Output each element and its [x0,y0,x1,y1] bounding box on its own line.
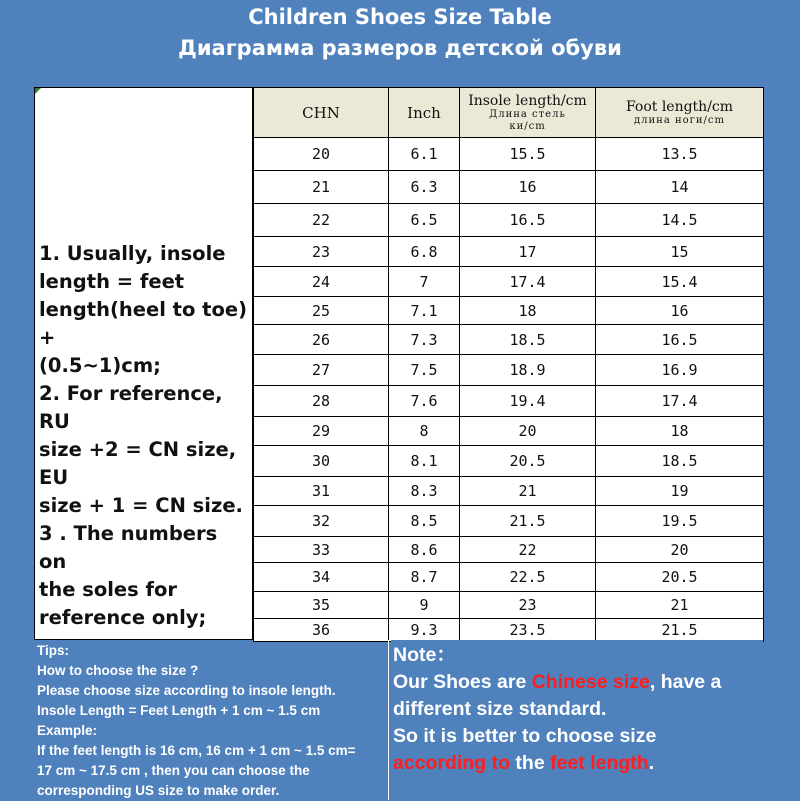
header-insole [460,88,596,138]
table-row [254,506,764,537]
table-row [254,563,764,592]
corner-mark [35,88,41,94]
cell-inch: 6.8 [389,237,460,267]
cell-inch: 6.5 [389,204,460,237]
cell-chn: 30 [254,446,389,477]
cell-foot: 13.5 [596,138,764,171]
cell-foot: 14 [596,171,764,204]
cell-foot: 19.5 [596,506,764,537]
size-table [253,87,764,642]
cell-inch: 8.5 [389,506,460,537]
cell-chn: 20 [254,138,389,171]
cell-foot: 14.5 [596,204,764,237]
cell-inch: 9 [389,592,460,619]
cell-insole: 19.4 [460,386,596,417]
note-text: , have a [649,671,722,693]
note-line-2: different size standard. [393,698,607,720]
cell-insole: 17.4 [460,267,596,297]
cell-inch: 7.3 [389,325,460,355]
table-row [254,237,764,267]
title-russian: Диаграмма размеров детской обуви [178,36,622,60]
cell-insole: 21.5 [460,506,596,537]
cell-chn: 24 [254,267,389,297]
note-text: Our Shoes are [393,671,532,693]
header-foot-en: Foot length/cm [625,98,734,115]
notes-text: 1. Usually, insole length = feet length(heel to toe) + (0.5~1)cm; 2. For reference, RU size +2 = CN size, EU size + 1 = CN size. 3 . The numbers on the soles for reference only; [39,242,248,629]
tips-line: corresponding US size to make order. [37,783,280,798]
table-row [254,477,764,506]
cell-insole: 22 [460,537,596,563]
cell-insole: 17 [460,237,596,267]
note-text: the [510,752,551,774]
header-foot [596,88,764,138]
cell-foot: 18 [596,417,764,446]
cell-chn: 33 [254,537,389,563]
cell-insole: 16 [460,171,596,204]
cell-chn: 29 [254,417,389,446]
cell-foot: 16.5 [596,325,764,355]
tips-panel [34,640,389,800]
cell-insole: 21 [460,477,596,506]
title-english: Children Shoes Size Table [248,5,552,29]
cell-foot: 17.4 [596,386,764,417]
note-highlight: Chinese size [531,671,650,693]
cell-insole: 23 [460,592,596,619]
cell-insole: 18.9 [460,355,596,386]
cell-chn: 35 [254,592,389,619]
cell-foot: 20 [596,537,764,563]
tips-line: Tips: [37,643,70,658]
cell-foot: 21 [596,592,764,619]
cell-inch: 6.1 [389,138,460,171]
cell-foot: 15 [596,237,764,267]
table-row [254,138,764,171]
header-insole-ru-2: ки/cm [509,120,546,132]
cell-chn: 34 [254,563,389,592]
tips-line: If the feet length is 16 cm, 16 cm + 1 cm ~ 1.5 cm= [37,743,356,758]
note-text: . [648,752,655,774]
note-panel [391,640,763,800]
cell-foot: 16.9 [596,355,764,386]
cell-inch: 6.3 [389,171,460,204]
header-foot-ru: длина ноги/cm [633,114,726,126]
cell-foot: 20.5 [596,563,764,592]
cell-chn: 26 [254,325,389,355]
tips-line: Example: [37,723,98,738]
cell-insole: 16.5 [460,204,596,237]
cell-foot: 18.5 [596,446,764,477]
cell-inch: 8.7 [389,563,460,592]
tips-line: 17 cm ~ 17.5 cm , then you can choose the [37,763,310,778]
table-row [254,592,764,619]
cell-inch: 7.6 [389,386,460,417]
cell-inch: 8 [389,417,460,446]
note-line-4 [393,750,763,777]
table-row [254,446,764,477]
cell-inch: 7 [389,267,460,297]
table-row [254,204,764,237]
cell-foot: 15.4 [596,267,764,297]
cell-inch: 8.3 [389,477,460,506]
cell-chn: 28 [254,386,389,417]
cell-insole: 20.5 [460,446,596,477]
header-inch: Inch [389,88,460,138]
note-line-3: So it is better to choose size [393,725,657,747]
table-row [254,325,764,355]
cell-foot: 21.5 [596,619,764,642]
note-label: Note： [393,644,456,666]
cell-inch: 8.1 [389,446,460,477]
cell-inch: 7.1 [389,297,460,325]
table-header-row [254,88,764,138]
cell-chn: 32 [254,506,389,537]
cell-inch: 7.5 [389,355,460,386]
table-row [254,619,764,642]
cell-foot: 19 [596,477,764,506]
note-highlight: according to [393,752,511,774]
tips-line: Insole Length = Feet Length + 1 cm ~ 1.5 cm [37,703,321,718]
header-chn: CHN [254,88,389,138]
cell-chn: 36 [254,619,389,642]
header-insole-en: Insole length/cm [468,92,587,109]
cell-insole: 22.5 [460,563,596,592]
table-row [254,417,764,446]
note-highlight: feet length [550,752,649,774]
cell-foot: 16 [596,297,764,325]
header-insole-ru-1: Длина стель [489,108,566,120]
cell-chn: 22 [254,204,389,237]
cell-insole: 18 [460,297,596,325]
cell-inch: 9.3 [389,619,460,642]
table-row [254,355,764,386]
cell-chn: 21 [254,171,389,204]
table-row [254,171,764,204]
cell-insole: 20 [460,417,596,446]
table-row [254,267,764,297]
page-header [0,0,800,84]
cell-inch: 8.6 [389,537,460,563]
table-row [254,537,764,563]
note-line-1 [393,669,763,696]
cell-insole: 18.5 [460,325,596,355]
table-row [254,297,764,325]
table-row [254,386,764,417]
cell-insole: 15.5 [460,138,596,171]
cell-chn: 23 [254,237,389,267]
notes-panel [34,87,253,640]
cell-chn: 27 [254,355,389,386]
tips-line: How to choose the size ? [37,663,199,678]
cell-insole: 23.5 [460,619,596,642]
cell-chn: 25 [254,297,389,325]
cell-chn: 31 [254,477,389,506]
tips-line: Please choose size according to insole length. [37,683,336,698]
